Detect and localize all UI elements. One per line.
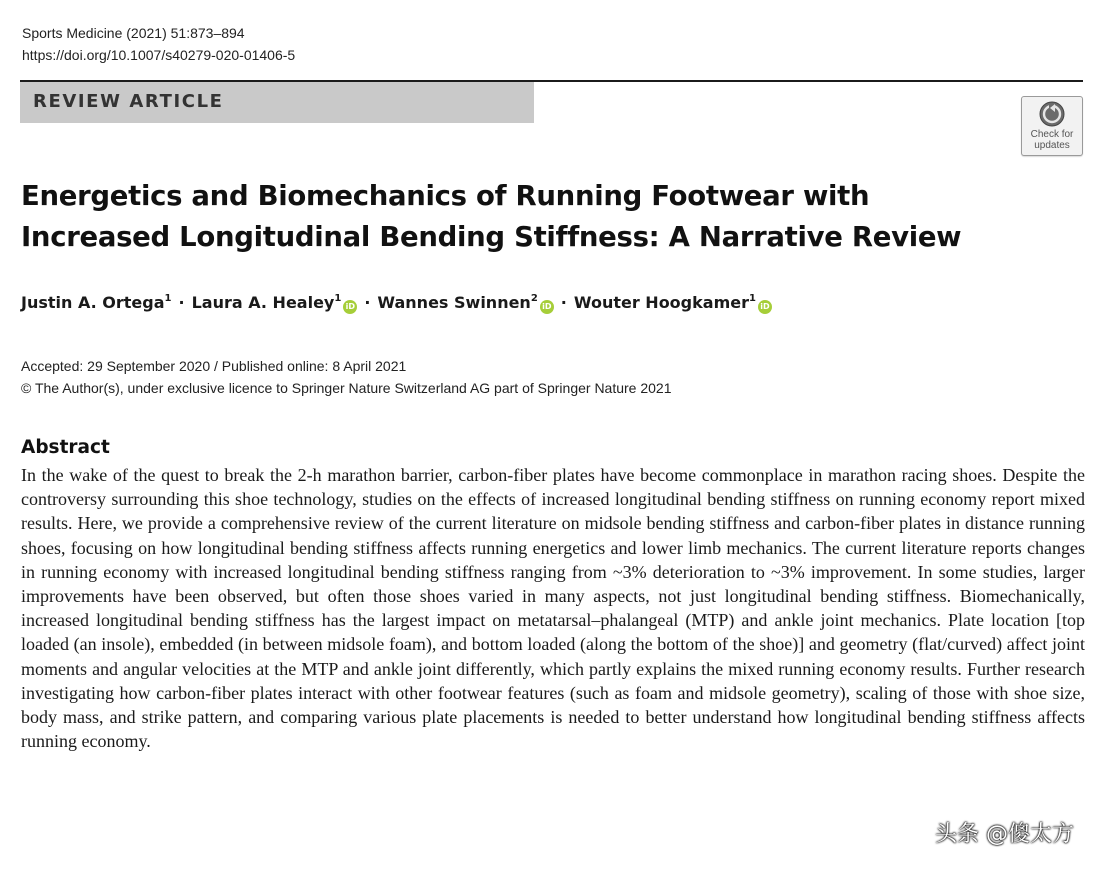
author-name[interactable]: Wouter Hoogkamer xyxy=(573,293,749,312)
author-affiliation: 1 xyxy=(334,293,342,304)
author-separator: · xyxy=(560,293,567,312)
orcid-icon[interactable]: iD xyxy=(540,300,554,314)
article-type-label: REVIEW ARTICLE xyxy=(33,91,224,112)
article-type-banner xyxy=(20,82,534,123)
doi-link[interactable]: https://doi.org/10.1007/s40279-020-01406-5 xyxy=(22,47,296,63)
journal-citation: Sports Medicine (2021) 51:873–894 xyxy=(22,25,245,41)
author-name[interactable]: Justin A. Ortega xyxy=(21,293,165,312)
author-name[interactable]: Laura A. Healey xyxy=(191,293,335,312)
author-list xyxy=(21,290,772,316)
author-name[interactable]: Wannes Swinnen xyxy=(377,293,531,312)
author-affiliation: 2 xyxy=(530,293,538,304)
author-separator: · xyxy=(178,293,185,312)
copyright-notice: © The Author(s), under exclusive licence to Springer Nature Switzerland AG part of Springer Nature 2021 xyxy=(21,380,672,396)
orcid-icon[interactable]: iD xyxy=(758,300,772,314)
abstract-text: In the wake of the quest to break the 2-h marathon barrier, carbon-fiber plates have become commonplace in marathon racing shoes. Despite the controversy surrounding this shoe technology, studies on the effects of increased longitudinal bending stiffness on running economy report mixed results. Here, we provide a comprehensive review of the current literature on midsole bending stiffness and carbon-fiber plates in distance running shoes, focusing on how longitudinal bending stiffness affects running energetics and lower limb mechanics. The current literature reports changes in running economy with increased longitudinal bending stiffness ranging from ~3% deterioration to ~3% improvement. In some studies, larger improvements have been observed, but often those shoes varied in many aspects, not just longitudinal bending stiffness. Biomechanically, increased longitudinal bending stiffness has the largest impact on metatarsal–phalangeal (MTP) and ankle joint mechanics. Plate location [top loaded (an insole), embedded (in between midsole foam), and bottom loaded (along the bottom of the shoe)] and geometry (flat/curved) affect joint moments and angular velocities at the MTP and ankle joint differently, which partly explains the mixed running economy results. Further research investigating how carbon-fiber plates interact with other footwear features (such as foam and midsole geometry), scaling of those with shoe size, body mass, and strike pattern, and comparing various plate placements is needed to better understand how longitudinal bending stiffness affects running economy. xyxy=(21,465,1085,752)
author-affiliation: 1 xyxy=(748,293,756,304)
check-for-updates-label: Check for updates xyxy=(1030,129,1074,151)
author-separator: · xyxy=(364,293,371,312)
abstract-heading: Abstract xyxy=(21,437,110,458)
author-affiliation: 1 xyxy=(164,293,172,304)
publication-dates xyxy=(21,355,672,399)
journal-info xyxy=(22,22,295,66)
accepted-published-dates: Accepted: 29 September 2020 / Published online: 8 April 2021 xyxy=(21,358,407,374)
orcid-icon[interactable]: iD xyxy=(343,300,357,314)
watermark: 头条 @傻太方 xyxy=(935,822,1074,847)
article-title: Energetics and Biomechanics of Running Footwear with Increased Longitudinal Bending Stiffness: A Narrative Review xyxy=(21,180,962,253)
check-for-updates-button[interactable] xyxy=(1021,96,1083,156)
